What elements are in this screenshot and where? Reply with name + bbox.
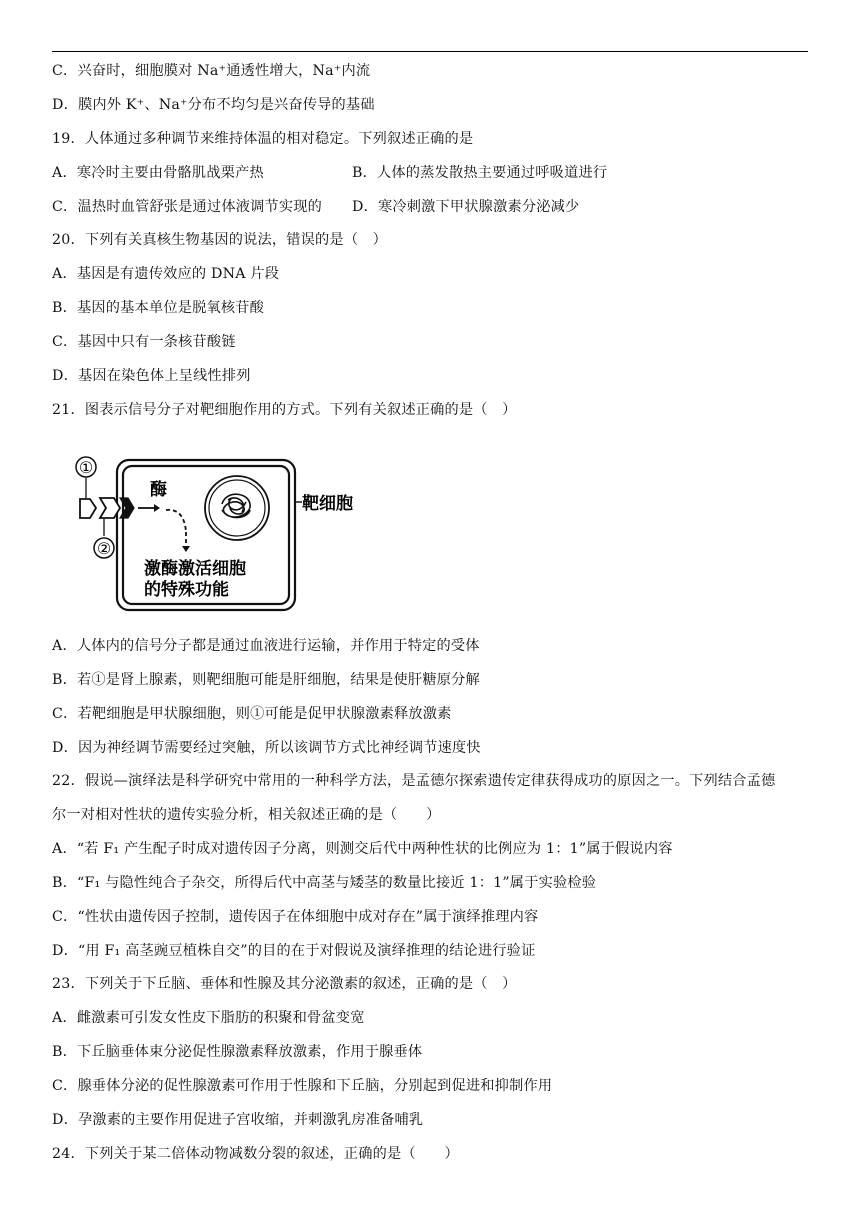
question-20-option-a: A．基因是有遗传效应的 DNA 片段 (52, 266, 280, 282)
question-21-option-a: A．人体内的信号分子都是通过血液进行运输，并作用于特定的受体 (52, 638, 480, 654)
question-19-stem: 19．人体通过多种调节来维持体温的相对稳定。下列叙述正确的是 (52, 131, 474, 147)
question-20-option-d: D．基因在染色体上呈线性排列 (52, 368, 251, 384)
question-22-option-d: D．“用 F₁ 高茎豌豆植株自交”的目的在于对假说及演绎推理的结论进行验证 (52, 943, 536, 959)
question-23-option-b: B．下丘脑垂体束分泌促性腺激素释放激素，作用于腺垂体 (52, 1044, 423, 1060)
question-21-option-d: D．因为神经调节需要经过突触，所以该调节方式比神经调节速度快 (52, 740, 481, 756)
question-19-option-d: D．寒冷刺激下甲状腺激素分泌减少 (352, 199, 580, 215)
question-19-row-cd (52, 197, 580, 217)
question-22-option-c: C．“性状由遗传因子控制，遗传因子在体细胞中成对存在”属于演绎推理内容 (52, 909, 539, 925)
enzyme-label: 酶 (150, 480, 167, 500)
question-23-option-c: C．腺垂体分泌的促性腺激素可作用于性腺和下丘脑，分别起到促进和抑制作用 (52, 1078, 553, 1094)
question-22-option-b: B．“F₁ 与隐性纯合子杂交，所得后代中高茎与矮茎的数量比接近 1：1”属于实验检验 (52, 875, 597, 891)
question-19-row-ab (52, 163, 608, 183)
question-19-option-b: B．人体的蒸发散热主要通过呼吸道进行 (352, 165, 608, 181)
question-22-stem-line-2: 尔一对相对性状的遗传实验分析，相关叙述正确的是（ ） (52, 807, 441, 823)
question-18-option-d: D．膜内外 K⁺、Na⁺分布不均匀是兴奋传导的基础 (52, 97, 375, 113)
question-23-option-a: A．雌激素可引发女性皮下脂肪的积聚和骨盆变宽 (52, 1010, 365, 1026)
signal-molecule-shape (80, 499, 96, 518)
question-18-option-c: C．兴奋时，细胞膜对 Na⁺通透性增大，Na⁺内流 (52, 63, 371, 79)
question-23-stem: 23．下列关于下丘脑、垂体和性腺及其分泌激素的叙述，正确的是（ ） (52, 976, 517, 992)
nucleus-outer (205, 476, 269, 540)
question-22-stem-line-1: 22．假说—演绎法是科学研究中常用的一种科学方法，是孟德尔探索遗传定律获得成功的原因之一。下列结合孟德 (52, 773, 776, 789)
question-22-option-a: A．“若 F₁ 产生配子时成对遗传因子分离，则测交后代中两种性状的比例应为 1：1”属于假说内容 (52, 841, 673, 857)
question-24-stem: 24．下列关于某二倍体动物减数分裂的叙述，正确的是（ ） (52, 1146, 459, 1162)
question-23-option-d: D．孕激素的主要作用促进子宫收缩，并刺激乳房准备哺乳 (52, 1112, 424, 1128)
question-21-option-c: C．若靶细胞是甲状腺细胞，则①可能是促甲状腺激素释放激素 (52, 706, 452, 722)
question-21-stem: 21．图表示信号分子对靶细胞作用的方式。下列有关叙述正确的是（ ） (52, 402, 517, 418)
caption-line-1: 激酶激活细胞 (144, 559, 246, 579)
question-21-option-b: B．若①是肾上腺素，则靶细胞可能是肝细胞，结果是使肝糖原分解 (52, 672, 480, 688)
caption-line-2: 的特殊功能 (144, 580, 229, 600)
label-1-text: ① (78, 458, 94, 477)
question-19-option-a: A．寒冷时主要由骨骼肌战栗产热 (52, 165, 264, 181)
question-20-option-b: B．基因的基本单位是脱氧核苷酸 (52, 300, 265, 316)
target-cell-label: 靶细胞 (302, 494, 353, 514)
signal-molecule-figure (72, 452, 372, 620)
question-20-option-c: C．基因中只有一条核苷酸链 (52, 334, 236, 350)
question-19-option-c: C．温热时血管舒张是通过体液调节实现的 (52, 199, 323, 215)
header-rule (52, 51, 808, 52)
label-2-text: ② (96, 539, 112, 558)
question-20-stem: 20．下列有关真核生物基因的说法，错误的是（ ） (52, 232, 387, 248)
